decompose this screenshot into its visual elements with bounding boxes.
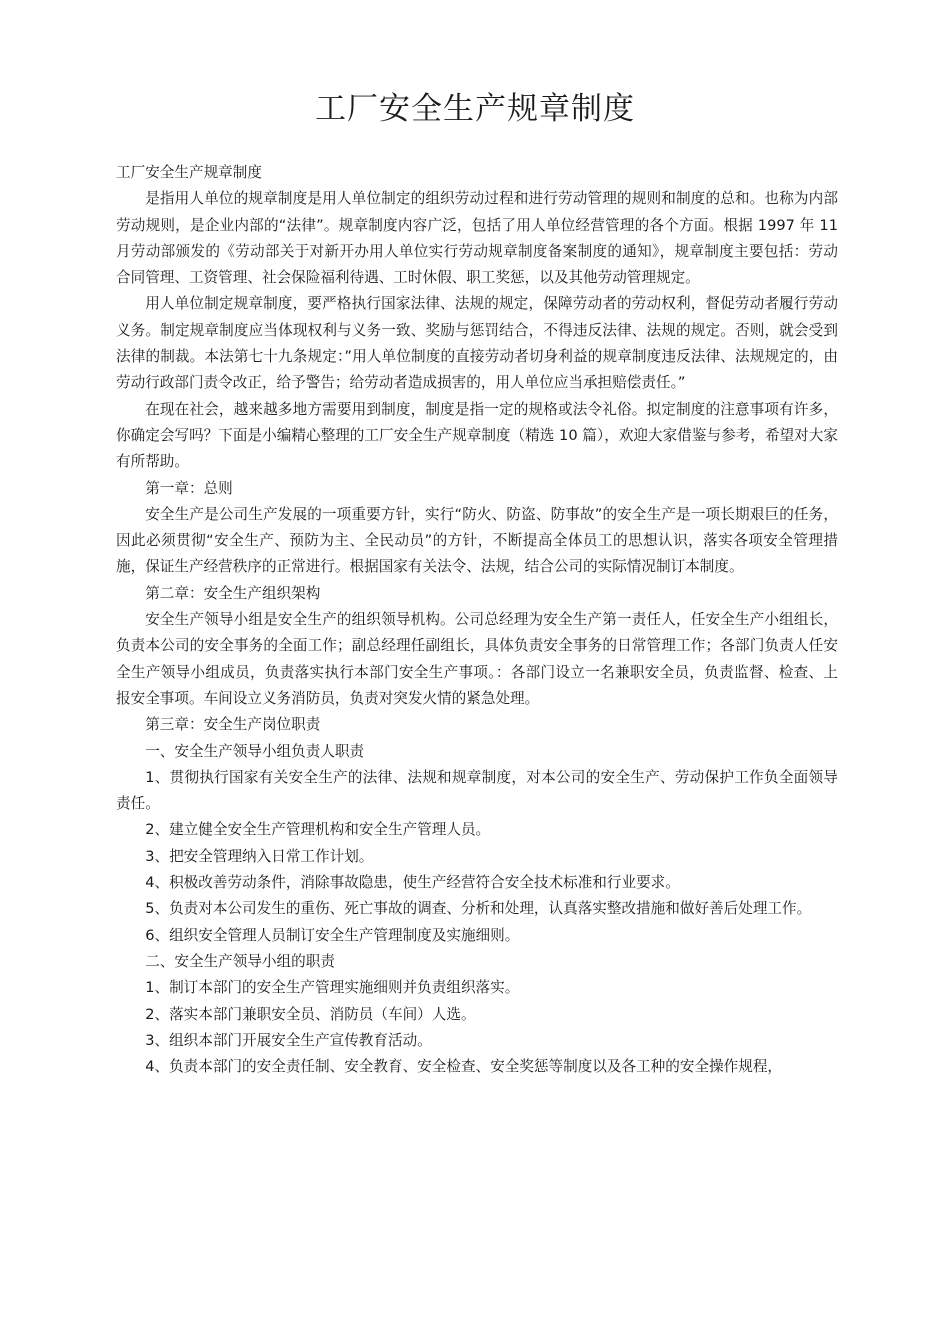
list-item: 5、负责对本公司发生的重伤、死亡事故的调查、分析和处理，认真落实整改措施和做好善后处理工作。 xyxy=(145,900,812,918)
paragraph: 安全生产是公司生产发展的一项重要方针，实行“防火、防盗、防事故”的安全生产是一项长期艰巨的任务，因此必须贯彻“安全生产、预防为主、全民动员”的方针，不断提高全体员工的思想认识，落实各项安全管理措施，保证生产经营秩序的正常进行。根据国家有关法令、法规，结合公司的实际情况制订本制度。 xyxy=(116,505,838,576)
paragraph-subtitle: 工厂安全生产规章制度 xyxy=(116,164,262,181)
paragraph: 在现在社会，越来越多地方需要用到制度，制度是指一定的规格或法令礼俗。拟定制度的注意事项有许多，你确定会写吗？下面是小编精心整理的工厂安全生产规章制度（精选 10 篇），欢迎大家借鉴与参考，希望对大家有所帮助。 xyxy=(116,400,838,471)
list-item: 2、建立健全安全生产管理机构和安全生产管理人员。 xyxy=(145,821,491,839)
section-heading: 一、安全生产领导小组负责人职责 xyxy=(145,742,365,760)
document-title: 工厂安全生产规章制度 xyxy=(315,91,635,127)
section-heading: 二、安全生产领导小组的职责 xyxy=(145,952,335,970)
list-item: 1、贯彻执行国家有关安全生产的法律、法规和规章制度，对本公司的安全生产、劳动保护工作负全面领导责任。 xyxy=(116,768,838,813)
list-item: 6、组织安全管理人员制订安全生产管理制度及实施细则。 xyxy=(145,926,520,944)
chapter-heading: 第三章：安全生产岗位职责 xyxy=(145,716,321,734)
paragraph: 用人单位制定规章制度，要严格执行国家法律、法规的规定，保障劳动者的劳动权利，督促劳动者履行劳动义务。制定规章制度应当体现权利与义务一致、奖励与惩罚结合，不得违反法律、法规的规定。否则，就会受到法律的制裁。本法第七十九条规定：”用人单位制度的直接劳动者切身利益的规章制度违反法律、法规规定的，由劳动行政部门责令改正，给予警告；给劳动者造成损害的，用人单位应当承担赔偿责任。” xyxy=(116,295,838,392)
list-item: 3、组织本部门开展安全生产宣传教育活动。 xyxy=(145,1031,432,1049)
list-item: 2、落实本部门兼职安全员、消防员（车间）人选。 xyxy=(145,1005,476,1023)
chapter-heading: 第二章：安全生产组织架构 xyxy=(145,584,321,602)
list-item: 4、积极改善劳动条件，消除事故隐患，使生产经营符合安全技术标准和行业要求。 xyxy=(145,874,680,892)
list-item: 3、把安全管理纳入日常工作计划。 xyxy=(145,847,374,865)
chapter-heading: 第一章：总则 xyxy=(145,479,233,497)
paragraph: 是指用人单位的规章制度是用人单位制定的组织劳动过程和进行劳动管理的规则和制度的总和。也称为内部劳动规则，是企业内部的“法律”。规章制度内容广泛，包括了用人单位经营管理的各个方面。根据 1997 年 11 月劳动部颁发的《劳动部关于对新开办用人单位实行劳动规章制度备案制度的通知》，规章制度主要包括：劳动合同管理、工资管理、社会保险福利待遇、工时休假、职工奖惩，以及其他劳动管理规定。 xyxy=(116,190,838,287)
list-item: 1、制订本部门的安全生产管理实施细则并负责组织落实。 xyxy=(145,979,520,997)
document-body xyxy=(116,160,838,1080)
paragraph: 安全生产领导小组是安全生产的组织领导机构。公司总经理为安全生产第一责任人，任安全生产小组组长，负责本公司的安全事务的全面工作；副总经理任副组长，具体负责安全事务的日常管理工作；各部门负责人任安全生产领导小组成员，负责落实执行本部门安全生产事项。：各部门设立一名兼职安全员，负责监督、检查、上报安全事项。车间设立义务消防员，负责对突发火情的紧急处理。 xyxy=(116,611,838,707)
list-item: 4、负责本部门的安全责任制、安全教育、安全检查、安全奖惩等制度以及各工种的安全操作规程， xyxy=(145,1058,783,1076)
